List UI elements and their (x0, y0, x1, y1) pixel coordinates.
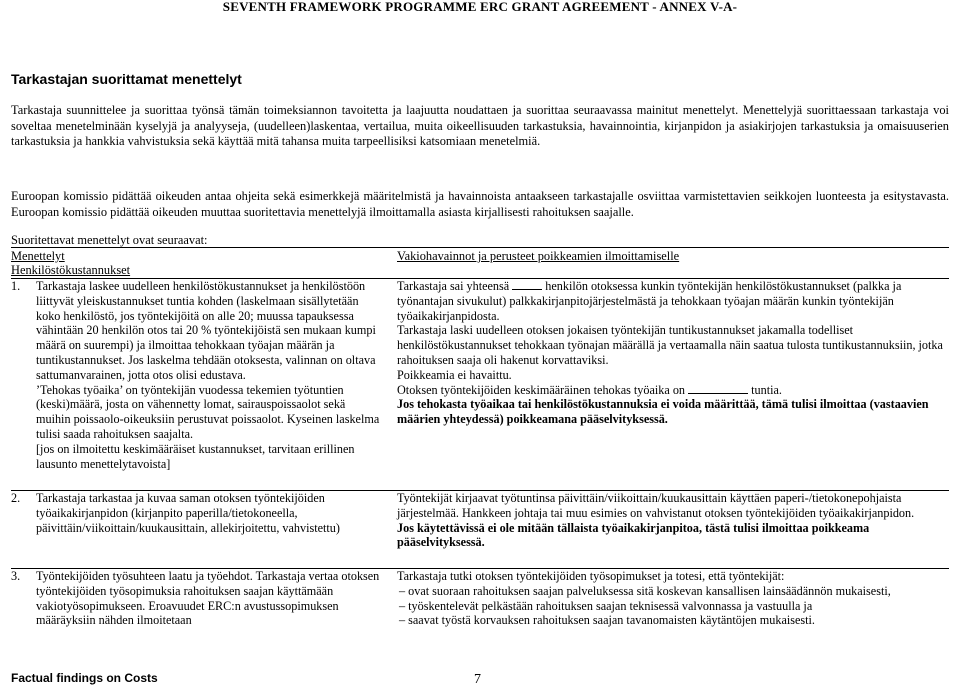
column-header-procedures: Menettelyt (11, 249, 65, 263)
finding-sample (397, 279, 947, 323)
blank-field (512, 279, 542, 290)
procedure-definition: ’Tehokas työaika’ on työntekijän vuodessa tekemien työtuntien (keski)määrä, josta on vähennetty lomat, sairauspoissaolot sekä muihin poissaolo-oikeuksiin perustuvat poissaolot. Kyseinen laskelma tulisi saada rahoituksen saajalta. (36, 382, 380, 441)
column-header-findings: Vakiohavainnot ja perusteet poikkeamien ilmoittamiselle (397, 249, 680, 263)
finding-sample-start: Tarkastaja sai yhteensä (397, 279, 510, 293)
finding-text (397, 569, 947, 628)
procedure-note: [jos on ilmoitettu keskimääräiset kustannukset, tarvitaan erillinen lausunto menettelytavoista] (36, 441, 355, 471)
section-title: Tarkastajan suorittamat menettelyt (11, 71, 242, 87)
list-item: – ovat suoraan rahoituksen saajan palveluksessa sitä koskevan kansallisen lainsäädännön mukaisesti, (399, 583, 891, 598)
blank-field (688, 383, 748, 394)
page-number: 7 (474, 672, 481, 687)
intro-paragraph: Tarkastaja suunnittelee ja suorittaa työnsä tämän toimeksiannon tavoitetta ja laajuutta noudattaen ja suorittaa seuraavassa mainitut menettelyt. Menettelyjä suorittaessaan tarkastaja voi soveltaa menetelminään kyselyjä ja analyyseja, (uudelleen)laskentaa, vertailua, muita oikeellisuuden tarkastuksia, havainnointia, kirjanpidon ja asiakirjojen tarkastuksia ja omaisuuserien tarkastuksia ja hankkia vahvistuksia sekä käyttää mitä tahansa muita tarpeellisiksi katsomiaan menetelmiä. (11, 103, 949, 148)
finding-recalc: Tarkastaja laski uudelleen otoksen jokaisen työntekijän tuntikustannukset jakamalla todelliset henkilöstökustannukset tehokkaan työnajan määrällä ja vertaamalla näin saatua tulosta tuntikustannuksiin, jotka rahoituksen saaja oli hakenut korvattaviksi. (397, 323, 943, 367)
footer-label: Factual findings on Costs (11, 671, 158, 685)
finding-contracts: Tarkastaja tutki otoksen työntekijöiden työsopimukset ja totesi, että työntekijät: (397, 569, 785, 583)
finding-exception-note: Jos käytettävissä ei ole mitään tällaista työaikakirjanpitoa, tästä tulisi ilmoittaa poikkeama pääselvityksessä. (397, 520, 870, 550)
row-number: 2. (11, 491, 21, 505)
finding-exception-note: Jos tehokasta työaikaa tai henkilöstökustannuksia ei voida määrittää, tämä tulisi ilmoittaa (vastaavien määrien yhteydessä) poikkeamana pääselvityksessä. (397, 397, 929, 427)
finding-text (397, 491, 947, 550)
procedure-text (36, 279, 381, 471)
finding-text (397, 279, 947, 427)
row-number: 1. (11, 279, 21, 293)
row-number: 3. (11, 569, 21, 583)
commission-paragraph: Euroopan komissio pidättää oikeuden antaa ohjeita sekä esimerkkejä määritelmistä ja havainnoista antaakseen tarkastajalle osviittaa varmistettavien seikkojen luonteesta ja esitystavasta. Euroopan komissio pidättää oikeuden muuttaa suoritettavia menettelyjä ilmoittamalla asiasta kirjallisesti rahoituksen saajalle. (11, 189, 949, 219)
procedures-intro: Suoritettavat menettelyt ovat seuraavat: (11, 233, 208, 247)
procedures-table (11, 247, 949, 628)
document-header: SEVENTH FRAMEWORK PROGRAMME ERC GRANT AGREEMENT - ANNEX V-A- (222, 0, 738, 14)
procedure-text: Työntekijöiden työsuhteen laatu ja työehdot. Tarkastaja vertaa otoksen työntekijöiden työsopimuksia rahoituksen saajan käyttämään vakiotyösopimukseen. Eroavuudet ERC:n avustussopimuksen määräyksiin nähden ilmoitetaan (36, 569, 380, 628)
finding-average-hours (397, 383, 947, 398)
list-item: – työskentelevät pelkästään rahoituksen saajan teknisessä valvonnassa ja vastuulla ja (399, 598, 813, 613)
finding-timesheets: Työntekijät kirjaavat työtuntinsa päivittäin/viikoittain/kuukausittain käyttäen paperi-/tietokonepohjaista järjestelmää. Hankkeen johtaja tai muu esimies on vahvistanut otoksen työntekijöiden työaikakirjanpidon. (397, 491, 915, 520)
finding-average-end: tuntia. (751, 382, 782, 397)
finding-no-exceptions: Poikkeamia ei havaittu. (397, 367, 512, 382)
procedure-text: Tarkastaja tarkastaa ja kuvaa saman otoksen työntekijöiden työaikakirjanpidon (kirjanpito paperilla/tietokoneella, päivittäin/viikoittain/kuukausittain, allekirjoitettu, vahvistettu) (36, 491, 340, 535)
procedure-paragraph: Tarkastaja laskee uudelleen henkilöstökustannukset ja henkilöstöön liittyvät yleiskustannukset tuntia kohden (laskelmaan sisällytetään koko henkilöstö, jos työntekijöitä on alle 20; muussa tapauksessa vähintään 20 henkilön otos tai 20 % työntekijöistä sen mukaan kumpi määrä on suurempi) ja ilmoittaa tehokkaan työajan määrän ja tuntikustannukset. Jos laskelma tehdään otoksesta, valinnan on oltava sattumanvarainen, jotta otos olisi edustava. (36, 279, 376, 382)
section-heading-personnel-costs: Henkilöstökustannukset (11, 263, 131, 277)
list-item: – saavat työstä korvauksen rahoituksen saajan tavanomaisten käytäntöjen mukaisesti. (399, 613, 815, 628)
finding-sample-end: henkilön otoksessa kunkin työntekijän henkilöstökustannukset (palkka ja työnantajan sivukulut) palkkakirjanpitojärjestelmästä ja tehokkaan työajan määrän kunkin työntekijän työaikakirjanpidosta. (397, 279, 902, 323)
finding-average-start: Otoksen työntekijöiden keskimääräinen tehokas työaika on (397, 382, 686, 397)
